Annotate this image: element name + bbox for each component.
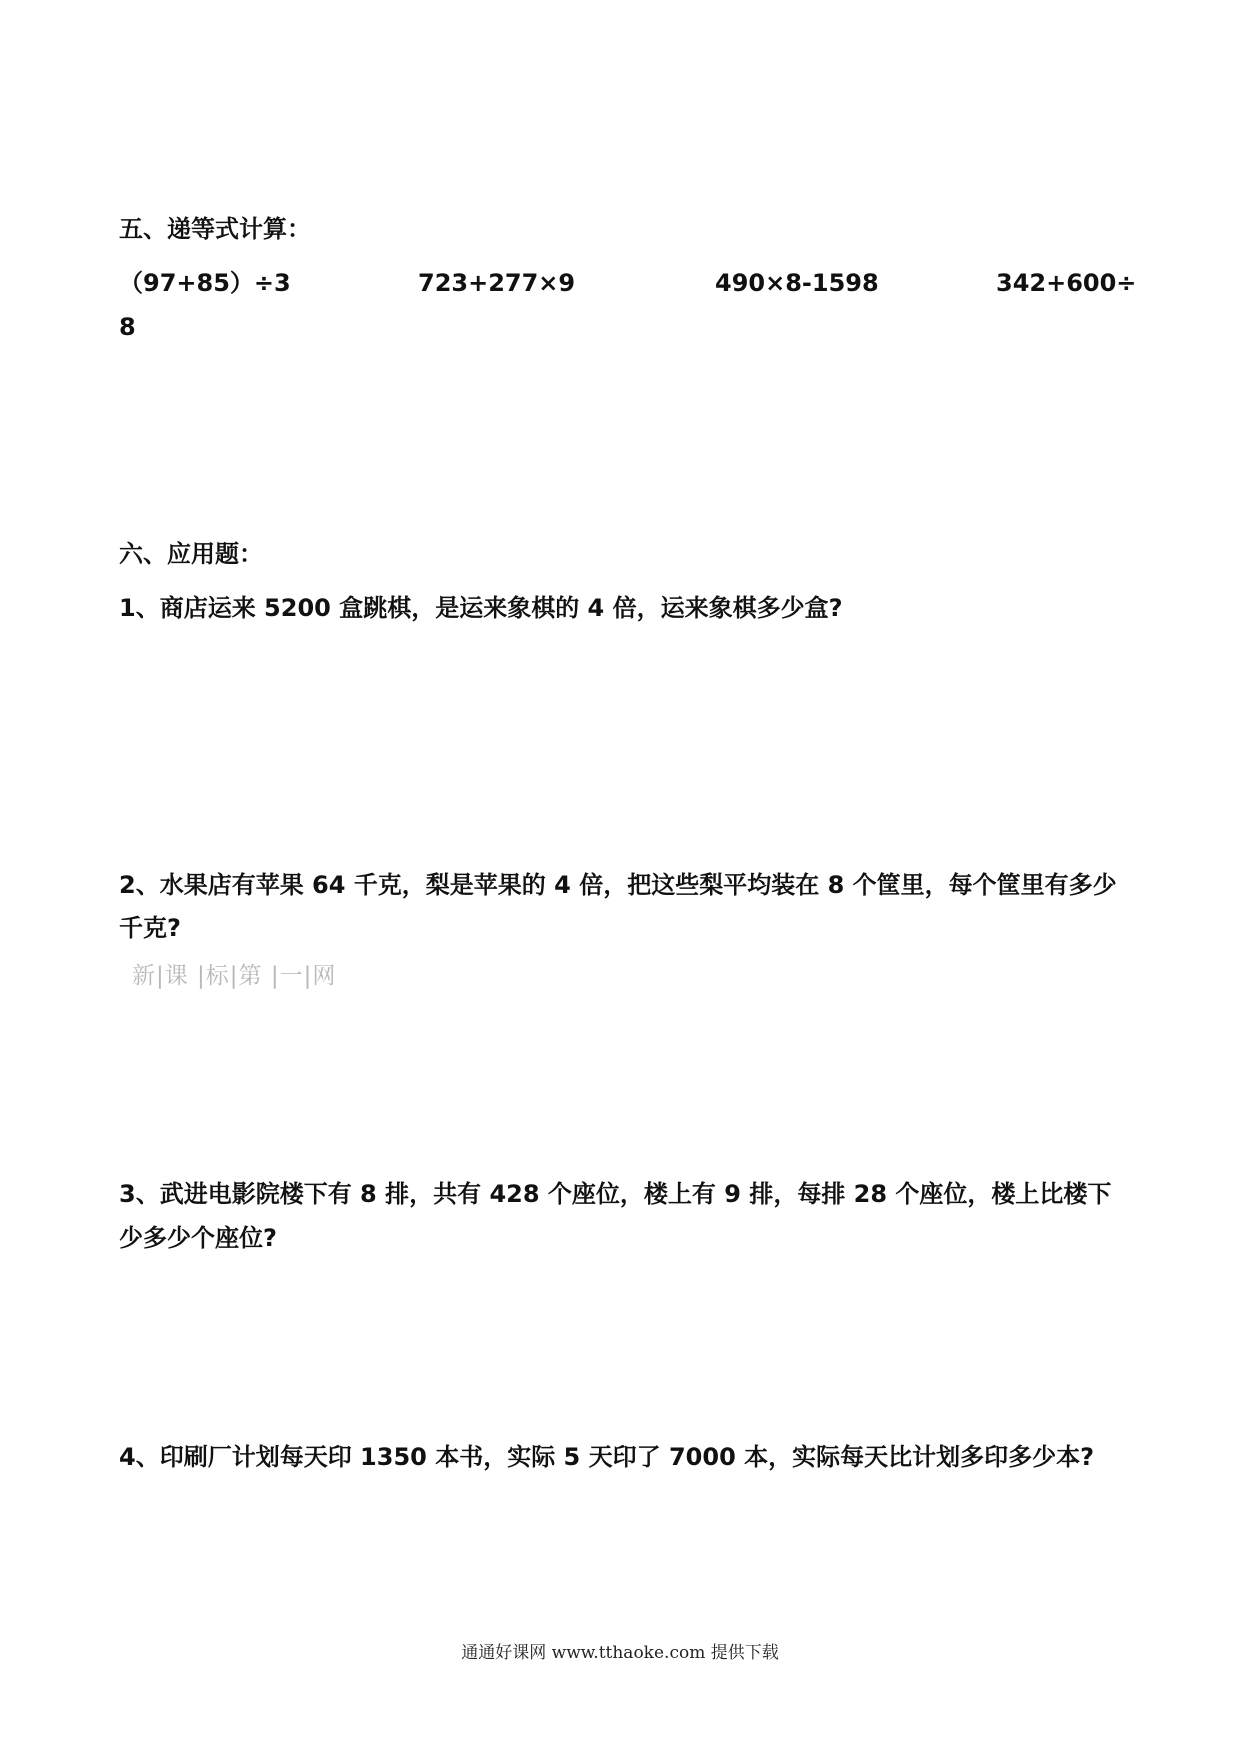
problem-2: 2、水果店有苹果 64 千克，梨是苹果的 4 倍，把这些梨平均装在 8 个筐里，每个筐里有多少 (119, 871, 1117, 899)
problem-4: 4、印刷厂计划每天印 1350 本书，实际 5 天印了 7000 本，实际每天比计划多印多少本? (119, 1443, 1095, 1471)
problem-2-continuation: 千克? (119, 914, 181, 942)
expression-4-wrap: 8 (119, 313, 136, 341)
problem-3: 3、武进电影院楼下有 8 排，共有 428 个座位，楼上有 9 排，每排 28 个座位，楼上比楼下 (119, 1180, 1112, 1208)
expression-2: 723+277×9 (418, 269, 576, 297)
problem-3-continuation: 少多少个座位? (119, 1224, 277, 1252)
expression-3: 490×8-1598 (715, 269, 879, 297)
section-five-heading: 五、递等式计算： (119, 215, 311, 243)
expression-4: 342+600÷ (996, 269, 1137, 297)
expression-1: （97+85）÷3 (119, 269, 291, 297)
problem-1: 1、商店运来 5200 盒跳棋，是运来象棋的 4 倍，运来象棋多少盒? (119, 594, 843, 622)
section-six-heading: 六、应用题： (119, 540, 263, 568)
page-footer: 通通好课网 www.tthaoke.com 提供下载 (461, 1643, 779, 1663)
watermark-text: 新|课 |标|第 |一|网 (132, 963, 337, 989)
